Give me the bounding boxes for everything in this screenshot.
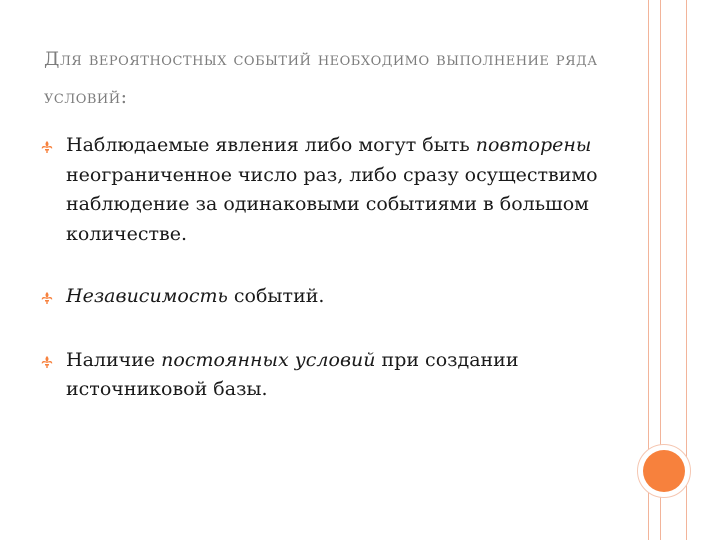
bullet-item-1: [40, 131, 640, 249]
bullet-item-3: [40, 346, 640, 405]
fleur-de-lis-icon: [40, 355, 54, 369]
bullet-item-2: [40, 282, 640, 312]
bullet-2-text: Независимость событий.: [66, 285, 325, 307]
slide-title: Для вероятностных событий необходимо выполнение ряда условий:: [44, 48, 598, 108]
decorative-orange-circle: [643, 450, 685, 492]
fleur-de-lis-icon: [40, 291, 54, 305]
fleur-de-lis-icon: [40, 140, 54, 154]
bullet-3-text: Наличие постоянных условий при создании источниковой базы.: [66, 348, 519, 400]
bullet-1-text: Наблюдаемые явления либо могут быть повторены неограниченное число раз, либо сразу осуществимо наблюдение за одинаковыми событиями в большом количестве.: [66, 134, 598, 245]
bullet-list: [40, 131, 640, 405]
